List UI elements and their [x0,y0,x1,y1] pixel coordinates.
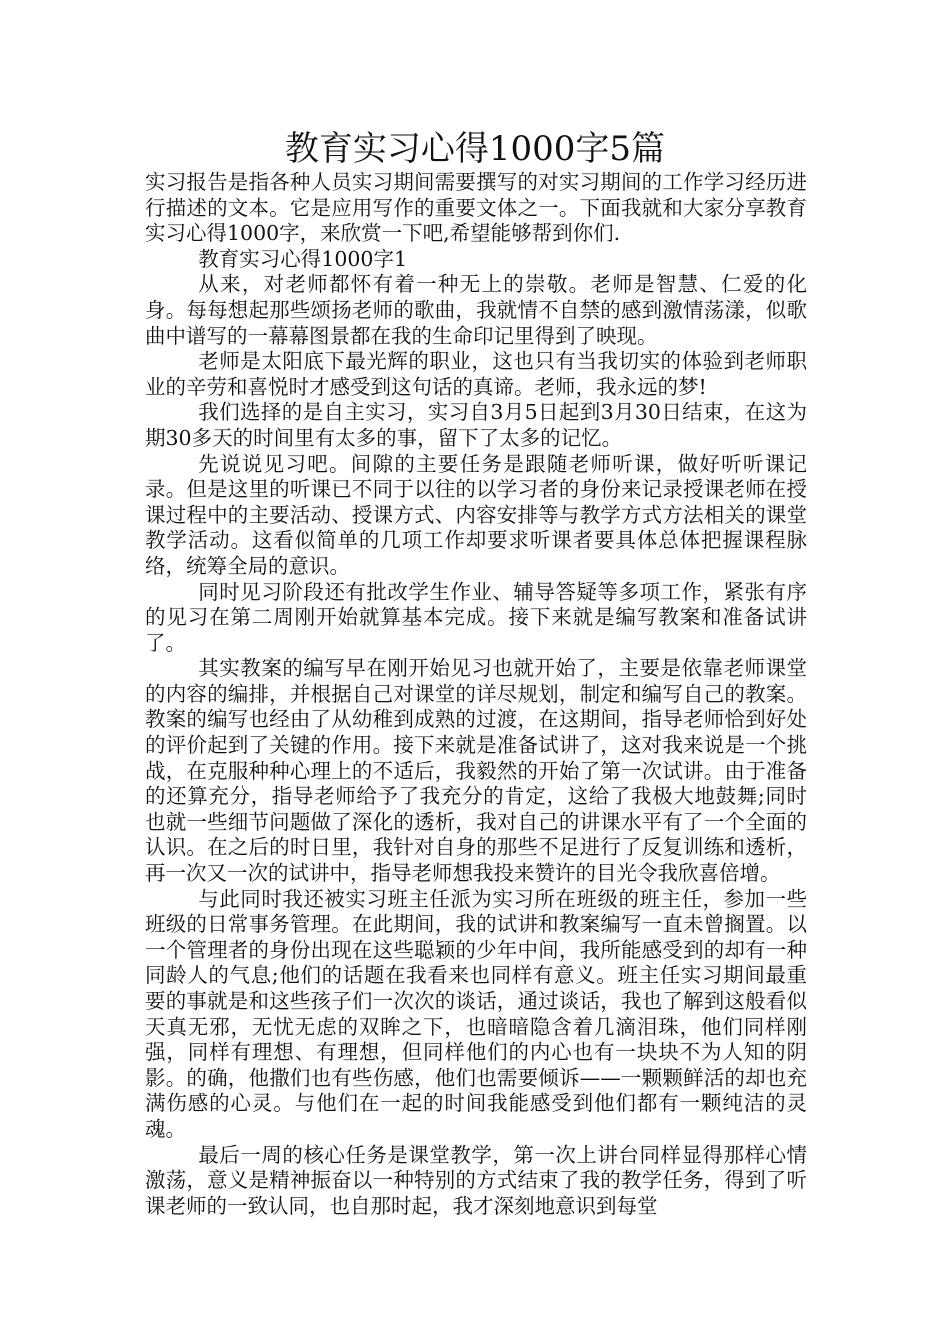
document-title: 教育实习心得1000字5篇 [284,129,666,169]
body-paragraph: 同时见习阶段还有批改学生作业、辅导答疑等多项工作，紧张有序的见习在第二周刚开始就算基本完成。接下来就是编写教案和准备试讲了。 [145,579,807,655]
body-paragraph: 我们选择的是自主实习，实习自3月5日起到3月30日结束，在这为期30多天的时间里有太多的事，留下了太多的记忆。 [145,400,807,450]
body-paragraph: 先说说见习吧。间隙的主要任务是跟随老师听课，做好听听课记录。但是这里的听课已不同于以往的以学习者的身份来记录授课老师在授课过程中的主要活动、授课方式、内容安排等与教学方式方法相关的课堂教学活动。这看似简单的几项工作却要求听课者要具体总体把握课程脉络，统筹全局的意识。 [145,451,807,578]
body-paragraph: 其实教案的编写早在刚开始见习也就开始了，主要是依靠老师课堂的内容的编排，并根据自己对课堂的详尽规划，制定和编写自己的教案。教案的编写也经由了从幼稚到成熟的过渡，在这期间，指导老师恰到好处的评价起到了关键的作用。接下来就是准备试讲了，这对我来说是一个挑战，在克服种种心理上的不适后，我毅然的开始了第一次试讲。由于准备的还算充分，指导老师给予了我充分的肯定，这给了我极大地鼓舞;同时也就一些细节问题做了深化的透析，我对自己的讲课水平有了一个全面的认识。在之后的时日里，我针对自身的那些不足进行了反复训练和透析，再一次又一次的试讲中，指导老师想我投来赞许的目光令我欣喜倍增。 [145,656,807,886]
body-paragraph: 老师是太阳底下最光辉的职业，这也只有当我切实的体验到老师职业的辛劳和喜悦时才感受到这句话的真谛。老师，我永远的梦! [145,349,807,399]
section-heading: 教育实习心得1000字1 [198,246,408,271]
body-paragraph: 从来，对老师都怀有着一种无上的崇敬。老师是智慧、仁爱的化身。每每想起那些颂扬老师的歌曲，我就情不自禁的感到激情荡漾，似歌曲中谱写的一幕幕图景都在我的生命印记里得到了映现。 [145,272,807,348]
body-paragraph: 最后一周的核心任务是课堂教学，第一次上讲台同样显得那样心情激荡，意义是精神振奋以一种特别的方式结束了我的教学任务，得到了听课老师的一致认同，也自那时起，我才深刻地意识到每堂 [145,1142,807,1218]
body-paragraph: 与此同时我还被实习班主任派为实习所在班级的班主任，参加一些班级的日常事务管理。在此期间，我的试讲和教案编写一直未曾搁置。以一个管理者的身份出现在这些聪颖的少年中间，我所能感受到的却有一种同龄人的气息;他们的话题在我看来也同样有意义。班主任实习期间最重要的事就是和这些孩子们一次次的谈话，通过谈话，我也了解到这般看似天真无邪，无忧无虑的双眸之下，也暗暗隐含着几滴泪珠，他们同样刚强，同样有理想、有理想，但同样他们的内心也有一块块不为人知的阴影。的确，他撒们也有些伤感，他们也需要倾诉——一颗颗鲜活的却也充满伤感的心灵。与他们在一起的时间我能感受到他们都有一颗纯洁的灵魂。 [145,886,807,1141]
document-body [145,170,807,1219]
intro-paragraph: 实习报告是指各种人员实习期间需要撰写的对实习期间的工作学习经历进行描述的文本。它是应用写作的重要文体之一。下面我就和大家分享教育实习心得1000字，来欣赏一下吧,希望能够帮到你们. [145,170,807,246]
